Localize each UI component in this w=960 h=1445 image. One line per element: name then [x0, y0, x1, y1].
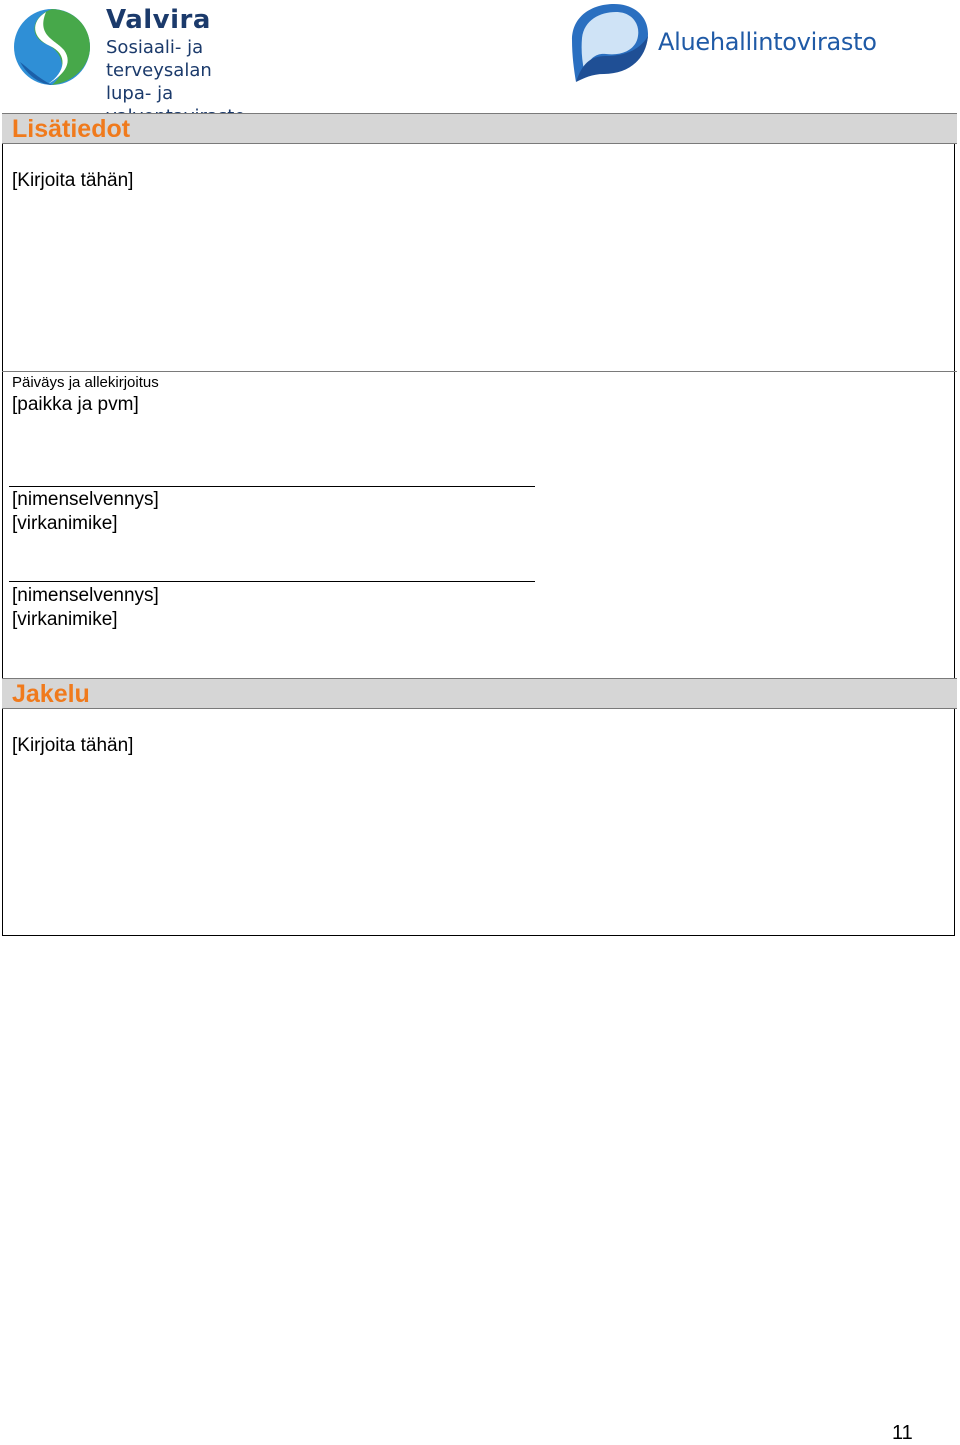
signature-line-1	[9, 486, 535, 487]
avi-name: Aluehallintovirasto	[658, 28, 877, 56]
page-number: 11	[892, 1422, 913, 1444]
place-date-field[interactable]: [paikka ja pvm]	[12, 394, 139, 415]
signature-divider	[2, 371, 957, 372]
valvira-subtitle-line1: Sosiaali- ja terveysalan	[106, 37, 212, 81]
lisatiedot-heading: Lisätiedot	[12, 115, 131, 143]
signer-1-name-field[interactable]: [nimenselvennys]	[12, 489, 159, 510]
valvira-subtitle-line2: lupa- ja	[106, 83, 174, 104]
aluehallintovirasto-logo	[562, 0, 882, 92]
signature-line-2	[9, 581, 535, 582]
jakelu-heading: Jakelu	[12, 680, 90, 708]
signature-label: Päiväys ja allekirjoitus	[12, 374, 159, 391]
valvira-emblem-icon	[12, 6, 96, 90]
signer-2-name-field[interactable]: [nimenselvennys]	[12, 585, 159, 606]
valvira-name: Valvira	[106, 5, 211, 35]
avi-emblem-icon	[562, 0, 654, 88]
lisatiedot-field[interactable]: [Kirjoita tähän]	[12, 170, 134, 191]
signer-2-title-field[interactable]: [virkanimike]	[12, 609, 118, 630]
jakelu-header	[2, 678, 957, 709]
form-frame	[2, 113, 955, 936]
valvira-logo	[10, 0, 298, 104]
signer-1-title-field[interactable]: [virkanimike]	[12, 513, 118, 534]
jakelu-field[interactable]: [Kirjoita tähän]	[12, 735, 134, 756]
lisatiedot-header	[2, 113, 957, 144]
